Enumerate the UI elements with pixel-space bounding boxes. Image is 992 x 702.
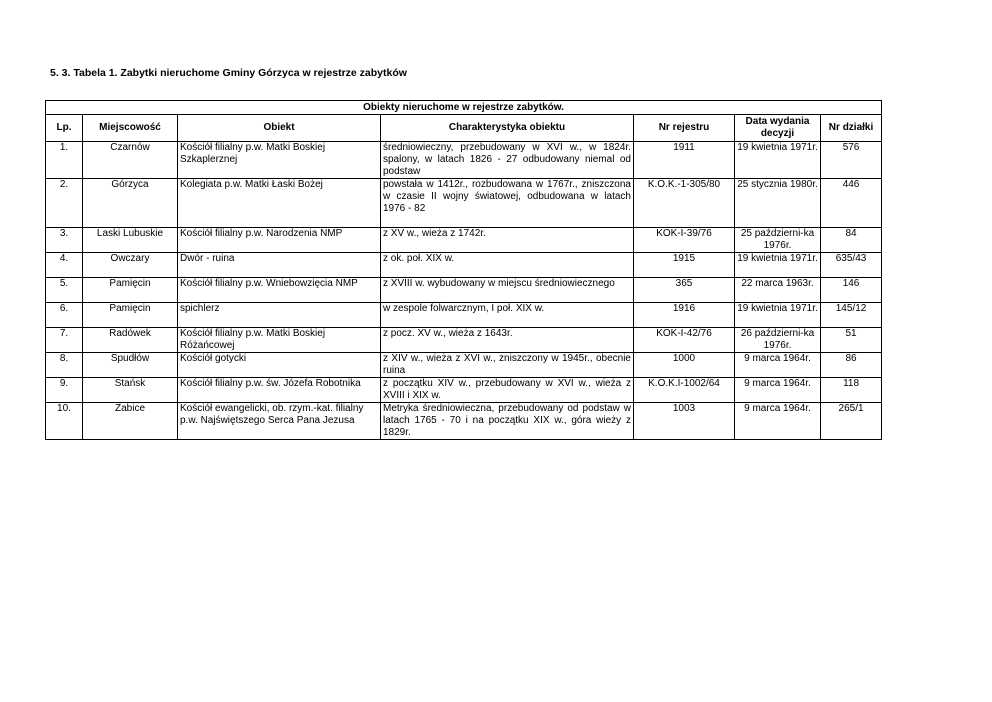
cell-date: 25 stycznia 1980r. [735,179,821,228]
table-row [46,179,882,228]
cell-date: 22 marca 1963r. [735,278,821,303]
cell-date: 19 kwietnia 1971r. [735,303,821,328]
header-place: Miejscowość [83,115,178,142]
cell-register: 1000 [634,353,735,378]
cell-place: Górzyca [83,179,178,228]
header-object: Obiekt [178,115,381,142]
cell-place: Owczary [83,253,178,278]
cell-register: 1915 [634,253,735,278]
header-description: Charakterystyka obiektu [381,115,634,142]
cell-lp: 6. [46,303,83,328]
cell-object: Kościół filialny p.w. Matki Boskiej Szkaplerznej [178,142,381,179]
cell-object: Kościół ewangelicki, ob. rzym.-kat. filialny p.w. Najświętszego Serca Pana Jezusa [178,403,381,440]
cell-place: Stańsk [83,378,178,403]
cell-object: Kościół filialny p.w. Narodzenia NMP [178,228,381,253]
cell-place: Laski Lubuskie [83,228,178,253]
cell-place: Spudłów [83,353,178,378]
table-row [46,378,882,403]
cell-object: Kolegiata p.w. Matki Łaski Bożej [178,179,381,228]
cell-plot: 576 [821,142,882,179]
table-row [46,228,882,253]
cell-lp: 1. [46,142,83,179]
cell-object: Kościół filialny p.w. Matki Boskiej Różańcowej [178,328,381,353]
cell-lp: 3. [46,228,83,253]
cell-place: Pamięcin [83,303,178,328]
cell-place: Pamięcin [83,278,178,303]
cell-register: K.O.K.-1-305/80 [634,179,735,228]
cell-description: z pocz. XV w., wieża z 1643r. [381,328,634,353]
cell-date: 9 marca 1964r. [735,353,821,378]
cell-register: KOK-I-39/76 [634,228,735,253]
cell-lp: 9. [46,378,83,403]
table-row [46,303,882,328]
cell-object: Kościół filialny p.w. św. Józefa Robotnika [178,378,381,403]
table-row [46,328,882,353]
cell-lp: 10. [46,403,83,440]
cell-place: Żabice [83,403,178,440]
cell-plot: 146 [821,278,882,303]
cell-plot: 265/1 [821,403,882,440]
header-plot: Nr działki [821,115,882,142]
cell-description: powstała w 1412r., rozbudowana w 1767r., zniszczona w czasie II wojny światowej, odbudowana w latach 1976 - 82 [381,179,634,228]
cell-description: z XIV w., wieża z XVI w., zniszczony w 1945r., obecnie ruina [381,353,634,378]
header-date: Data wydania decyzji [735,115,821,142]
cell-lp: 2. [46,179,83,228]
table-row [46,253,882,278]
cell-plot: 145/12 [821,303,882,328]
cell-register: 1916 [634,303,735,328]
header-register: Nr rejestru [634,115,735,142]
cell-object: Kościół filialny p.w. Wniebowzięcia NMP [178,278,381,303]
cell-register: 1911 [634,142,735,179]
cell-register: 365 [634,278,735,303]
cell-lp: 5. [46,278,83,303]
cell-description: z XV w., wieża z 1742r. [381,228,634,253]
cell-register: KOK-I-42/76 [634,328,735,353]
cell-lp: 7. [46,328,83,353]
cell-date: 25 październi-ka 1976r. [735,228,821,253]
cell-place: Radówek [83,328,178,353]
cell-date: 9 marca 1964r. [735,378,821,403]
cell-date: 19 kwietnia 1971r. [735,253,821,278]
cell-object: Kościół gotycki [178,353,381,378]
cell-description: Metryka średniowieczna, przebudowany od podstaw w latach 1765 - 70 i na początku XIX w., góra wieży z 1829r. [381,403,634,440]
cell-place: Czarnów [83,142,178,179]
header-lp: Lp. [46,115,83,142]
table-row [46,142,882,179]
table-row [46,353,882,378]
cell-plot: 118 [821,378,882,403]
cell-plot: 86 [821,353,882,378]
monuments-table [45,100,882,440]
cell-description: z XVIII w. wybudowany w miejscu średniowiecznego [381,278,634,303]
cell-date: 9 marca 1964r. [735,403,821,440]
cell-plot: 51 [821,328,882,353]
cell-lp: 8. [46,353,83,378]
cell-object: Dwór - ruina [178,253,381,278]
table-row [46,278,882,303]
cell-description: średniowieczny, przebudowany w XVI w., w 1824r. spalony, w latach 1826 - 27 odbudowany niemal od podstaw [381,142,634,179]
cell-register: K.O.K.I-1002/64 [634,378,735,403]
table-row [46,403,882,440]
cell-plot: 84 [821,228,882,253]
table-caption: Obiekty nieruchome w rejestrze zabytków. [46,101,882,115]
cell-date: 26 październi-ka 1976r. [735,328,821,353]
cell-description: z ok. poł. XIX w. [381,253,634,278]
cell-lp: 4. [46,253,83,278]
cell-plot: 446 [821,179,882,228]
page-title: 5. 3. Tabela 1. Zabytki nieruchome Gminy Górzyca w rejestrze zabytków [50,67,407,79]
cell-object: spichlerz [178,303,381,328]
cell-plot: 635/43 [821,253,882,278]
cell-date: 19 kwietnia 1971r. [735,142,821,179]
cell-description: z początku XIV w., przebudowany w XVI w., wieża z XVIII i XIX w. [381,378,634,403]
cell-description: w zespole folwarcznym, I poł. XIX w. [381,303,634,328]
cell-register: 1003 [634,403,735,440]
